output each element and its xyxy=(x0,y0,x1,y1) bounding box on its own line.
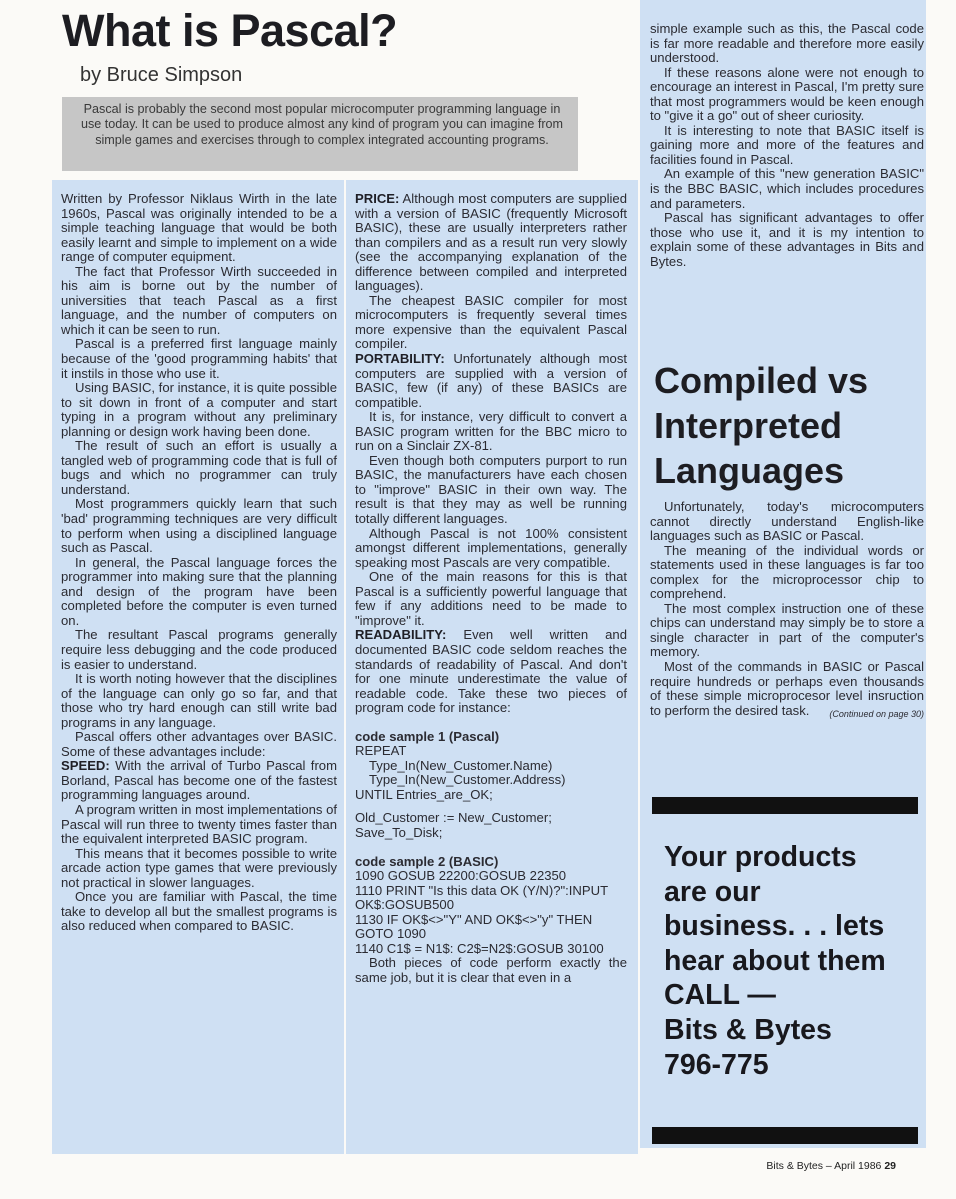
price-label: PRICE: xyxy=(355,191,400,206)
paragraph: Pascal has significant advantages to offer those who use it, and it is my intention to explain some of these advantages in Bits and Bytes. xyxy=(650,210,924,269)
paragraph: The most complex instruction one of these chips can understand may simply be to store a single character in part of the computer's memory. xyxy=(650,600,924,660)
speed-paragraph xyxy=(61,759,337,803)
code-line: 1090 GOSUB 22200:GOSUB 22350 xyxy=(355,868,567,884)
article-column-3 xyxy=(650,22,924,269)
article-column-1 xyxy=(61,192,337,934)
code-line: Type_In(New_Customer.Address) xyxy=(369,772,566,788)
paragraph: Written by Professor Niklaus Wirth in the late 1960s, Pascal was originally intended to be a simple teaching language that would be both easily learnt and simple to implement on a wide range of computer equipment. xyxy=(61,191,337,265)
paragraph: The fact that Professor Wirth succeeded in his aim is borne out by the number of universities that teach Pascal as a first language, and the number of computers on which it can be seen to run. xyxy=(61,263,337,337)
portability-label: PORTABILITY: xyxy=(355,351,445,367)
paragraph: Using BASIC, for instance, it is quite possible to sit down in front of a computer and start typing in a program without any preliminary planning or design work having been done. xyxy=(61,380,337,439)
paragraph: Although Pascal is not 100% consistent amongst different implementations, generally speaking most Pascals are very compatible. xyxy=(355,525,627,570)
ad-line: CALL — xyxy=(664,979,776,1012)
paragraph: It is interesting to note that BASIC itself is gaining more and more of the features and facilities found in Pascal. xyxy=(650,122,924,167)
article-column-2 xyxy=(355,192,627,985)
ad-line: are our xyxy=(664,875,761,908)
paragraph: If these reasons alone were not enough to encourage an interest in Pascal, I'm pretty sure that most programmers would be keen enough to "give it a go" out of sheer curiosity. xyxy=(650,64,924,124)
price-paragraph xyxy=(355,192,627,294)
footer-label: Bits & Bytes – April 1986 xyxy=(766,1160,882,1172)
code-line: Old_Customer := New_Customer; xyxy=(355,810,552,826)
paragraph: One of the main reasons for this is that Pascal is a sufficiently powerful language that few if any additions need to be made to "improve" it. xyxy=(355,569,627,628)
ad-line: Your products xyxy=(664,841,857,873)
paragraph: It is worth noting however that the disciplines of the language can only go so far, and that those who try hard enough can still write bad programs in any language. xyxy=(61,671,337,730)
code-line: UNTIL Entries_are_OK; xyxy=(355,786,493,802)
readability-paragraph xyxy=(355,628,627,715)
page-footer xyxy=(766,1160,896,1172)
ad-line: Bits & Bytes xyxy=(664,1013,832,1046)
paragraph: The meaning of the individual words or statements used in these languages is far too complex for the microprocessor chip to comprehend. xyxy=(650,542,924,602)
page-number: 29 xyxy=(884,1160,896,1172)
readability-label: READABILITY: xyxy=(355,627,447,643)
portability-paragraph xyxy=(355,352,627,410)
ad-rule-bottom xyxy=(652,1127,918,1144)
paragraph: Most programmers quickly learn that such 'bad' programming techniques are very difficult to perform when using a disciplined language such as Pascal. xyxy=(61,496,337,556)
code-line: Save_To_Disk; xyxy=(355,824,443,840)
code-line: 1130 IF OK$<>"Y" AND OK$<>"y" THEN GOTO 1090 xyxy=(355,911,593,942)
speed-label: SPEED: xyxy=(61,758,110,774)
ad-line: business. . . lets xyxy=(664,910,885,943)
sidebar-heading: Compiled vs Interpreted Languages xyxy=(654,360,869,491)
code-sample-1-title: code sample 1 (Pascal) xyxy=(355,728,500,744)
paragraph: A program written in most implementations of Pascal will run three to twenty times faster than the equivalent interpreted BASIC program. xyxy=(61,801,337,847)
readability-text: Even well written and documented BASIC code seldom reaches the standards of readability of Pascal. And don't for one minute underestimate the value of readable code. Take these two pieces of program code for instance: xyxy=(355,627,627,716)
paragraph: This means that it becomes possible to write arcade action type games that were previously not practical in slower languages. xyxy=(61,845,337,890)
code-line: 1140 C1$ = N1$: C2$=N2$:GOSUB 30100 xyxy=(355,940,604,956)
intro-box: Pascal is probably the second most popular microcomputer programming language in use today. It can be used to produce almost any kind of program you can imagine from simple games and exercises through to complex integrated accounting programs. xyxy=(62,97,578,171)
paragraph: Pascal offers other advantages over BASIC. Some of these advantages include: xyxy=(61,729,337,759)
ad-line: hear about them xyxy=(664,944,886,977)
paragraph: Once you are familiar with Pascal, the time take to develop all but the smallest programs is also reduced when compared to BASIC. xyxy=(61,889,337,934)
paragraph xyxy=(650,660,924,718)
advertisement xyxy=(664,840,924,1082)
paragraph: simple example such as this, the Pascal code is far more readable and therefore more easily understood. xyxy=(650,21,924,66)
paragraph: Even though both computers purport to run BASIC, the manufacturers have each chosen to "improve" BASIC in their own way. The result is that they may as well be running totally different languages. xyxy=(355,452,627,527)
ad-line: 796-775 xyxy=(664,1048,769,1081)
code-line: 1110 PRINT "Is this data OK (Y/N)?":INPUT OK$:GOSUB500 xyxy=(355,882,608,913)
paragraph: An example of this "new generation BASIC" is the BBC BASIC, which includes procedures and parameters. xyxy=(650,166,924,211)
byline: by Bruce Simpson xyxy=(80,64,243,86)
ad-rule-top xyxy=(652,797,918,814)
portability-text: Unfortunately although most computers are supplied with a version of BASIC, few (if any) of these BASICs are compatible. xyxy=(355,351,627,410)
paragraph: Both pieces of code perform exactly the same job, but it is clear that even in a xyxy=(355,955,627,985)
speed-text: With the arrival of Turbo Pascal from Borland, Pascal has become one of the fastest programming languages around. xyxy=(61,758,337,803)
paragraph: Unfortunately, today's microcomputers cannot directly understand English-like languages such as BASIC or Pascal. xyxy=(650,499,924,544)
code-line: REPEAT xyxy=(355,743,407,759)
paragraph: In general, the Pascal language forces the programmer into making sure that the planning and design of the program have been completed before the computer is even turned on. xyxy=(61,554,337,628)
sidebar-last-text: Most of the commands in BASIC or Pascal require hundreds or perhaps even thousands of these simple microprocesor level insruction to perform the desired task. xyxy=(650,659,924,718)
paragraph: Pascal is a preferred first language mainly because of the 'good programming habits' that it instils in those who use it. xyxy=(61,336,337,381)
price-text: Although most computers are supplied with a version of BASIC (frequently Microsoft BASIC), these are usually interpreters rather than compilers and as a result run very slowly (see the accompanying explanation of the difference between compiled and interpreted languages). xyxy=(355,191,627,294)
paragraph: The result of such an effort is usually a tangled web of programming code that is full of bugs and which no programmer can truly understand. xyxy=(61,438,337,497)
paragraph: The resultant Pascal programs generally require less debugging and the code produced is easier to understand. xyxy=(61,627,337,672)
page-title: What is Pascal? xyxy=(62,5,398,56)
sidebar-body xyxy=(650,500,924,721)
paragraph: The cheapest BASIC compiler for most microcomputers is frequently several times more expensive than the equivalent Pascal compiler. xyxy=(355,292,627,352)
continued-note: (Continued on page 30) xyxy=(829,708,924,719)
code-sample-2-title: code sample 2 (BASIC) xyxy=(355,853,499,869)
paragraph: It is, for instance, very difficult to convert a BASIC program written for the BBC micro to run on a Sinclair ZX-81. xyxy=(355,409,627,454)
code-line: Type_In(New_Customer.Name) xyxy=(369,757,553,773)
